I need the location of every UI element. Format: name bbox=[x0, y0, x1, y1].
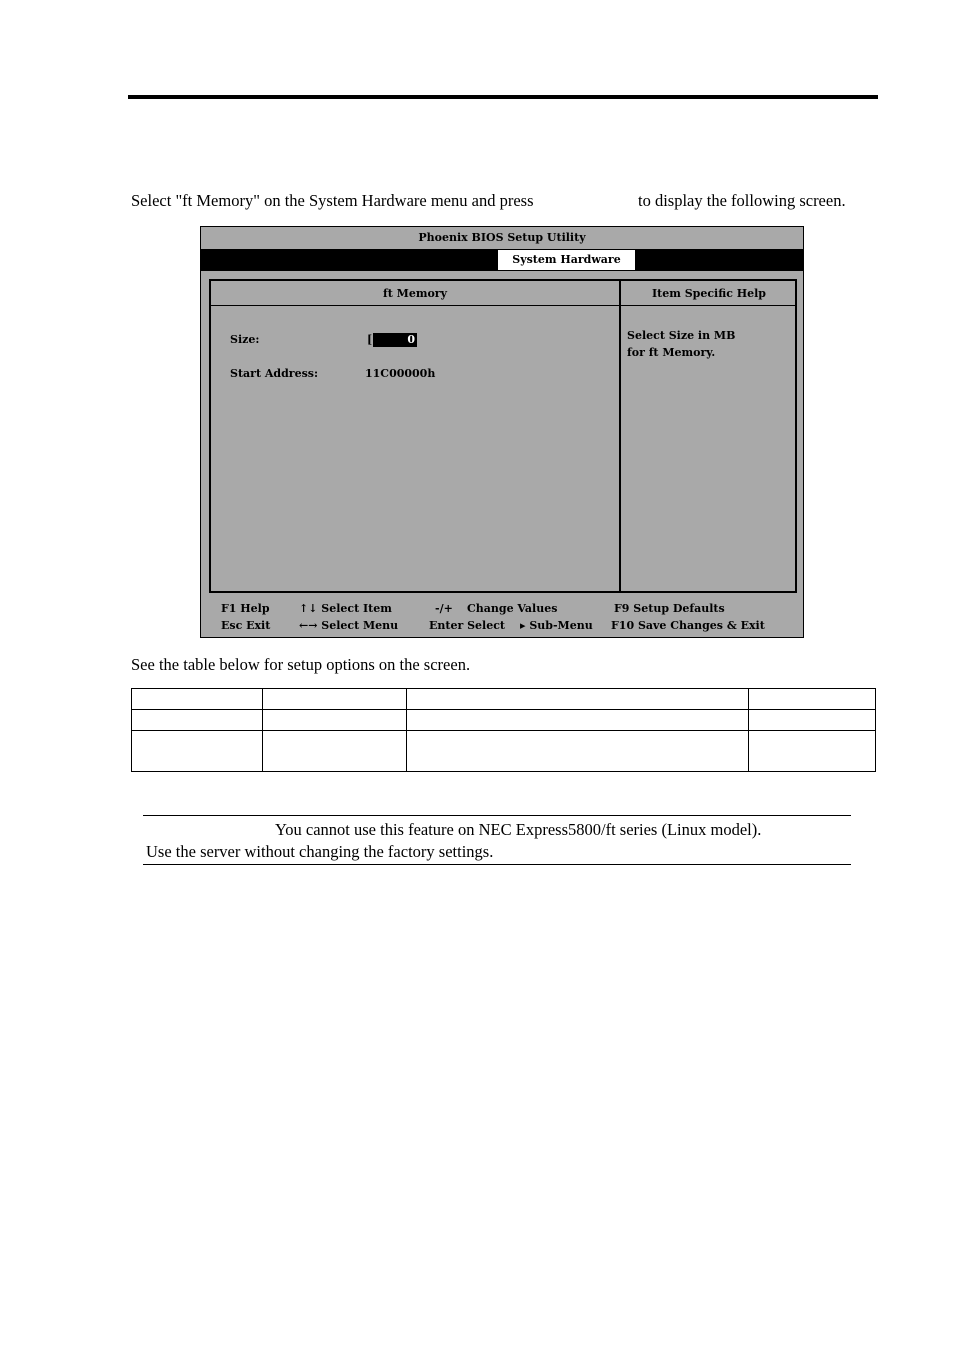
table-row bbox=[132, 710, 876, 731]
help-text-line1: Select Size in MB bbox=[627, 329, 736, 342]
table-cell bbox=[132, 710, 263, 731]
key-f10-save-exit: F10 Save Changes & Exit bbox=[611, 619, 765, 632]
setup-options-table bbox=[131, 688, 876, 772]
key-esc-exit: Esc Exit bbox=[221, 619, 271, 632]
table-cell bbox=[132, 731, 263, 772]
key-f9-defaults: F9 Setup Defaults bbox=[614, 602, 725, 615]
table-row bbox=[132, 731, 876, 772]
key-enter-select: Enter Select bbox=[429, 619, 505, 632]
table-cell bbox=[132, 689, 263, 710]
note-bottom-rule bbox=[143, 864, 851, 865]
size-field-bracket: [ bbox=[367, 333, 373, 346]
table-cell bbox=[263, 710, 407, 731]
table-cell bbox=[407, 710, 749, 731]
size-field-value[interactable]: 0 bbox=[373, 333, 417, 347]
size-label: Size: bbox=[230, 333, 260, 346]
key-select-menu: ←→ Select Menu bbox=[299, 619, 399, 632]
bios-title: Phoenix BIOS Setup Utility bbox=[418, 231, 586, 244]
intro-text-after-key: to display the following screen. bbox=[638, 191, 846, 210]
table-cell bbox=[407, 689, 749, 710]
bios-panel bbox=[209, 279, 797, 593]
bios-screenshot bbox=[200, 226, 804, 638]
panel-heading-help: Item Specific Help bbox=[652, 287, 766, 300]
table-cell bbox=[749, 689, 876, 710]
key-f1-help: F1 Help bbox=[221, 602, 270, 615]
key-submenu: ▸ Sub-Menu bbox=[520, 619, 593, 632]
table-cell bbox=[263, 689, 407, 710]
panel-divider bbox=[619, 281, 621, 591]
start-address-label: Start Address: bbox=[230, 367, 319, 380]
key-change-values: Change Values bbox=[467, 602, 558, 615]
table-cell bbox=[407, 731, 749, 772]
note-line1: You cannot use this feature on NEC Express5800/ft series (Linux model). bbox=[275, 820, 762, 839]
table-cell bbox=[749, 731, 876, 772]
header-rule bbox=[128, 95, 878, 99]
note-line2: Use the server without changing the factory settings. bbox=[146, 842, 494, 861]
intro-text-before-key: Select "ft Memory" on the System Hardware menu and press bbox=[131, 191, 534, 210]
table-row bbox=[132, 689, 876, 710]
help-text-line2: for ft Memory. bbox=[627, 346, 716, 359]
table-cell bbox=[749, 710, 876, 731]
key-minus-plus: -/+ bbox=[435, 602, 453, 615]
key-select-item: ↑↓ Select Item bbox=[299, 602, 392, 615]
bios-menu-bar bbox=[201, 249, 803, 271]
panel-heading-ft-memory: ft Memory bbox=[383, 287, 447, 300]
size-field[interactable] bbox=[367, 333, 419, 347]
bios-menu-tab-system-hardware[interactable]: System Hardware bbox=[498, 250, 635, 270]
table-intro-text: See the table below for setup options on the screen. bbox=[131, 655, 471, 674]
panel-header-line bbox=[211, 305, 795, 306]
start-address-value: 11C00000h bbox=[365, 367, 436, 380]
note-top-rule bbox=[143, 815, 851, 816]
table-cell bbox=[263, 731, 407, 772]
